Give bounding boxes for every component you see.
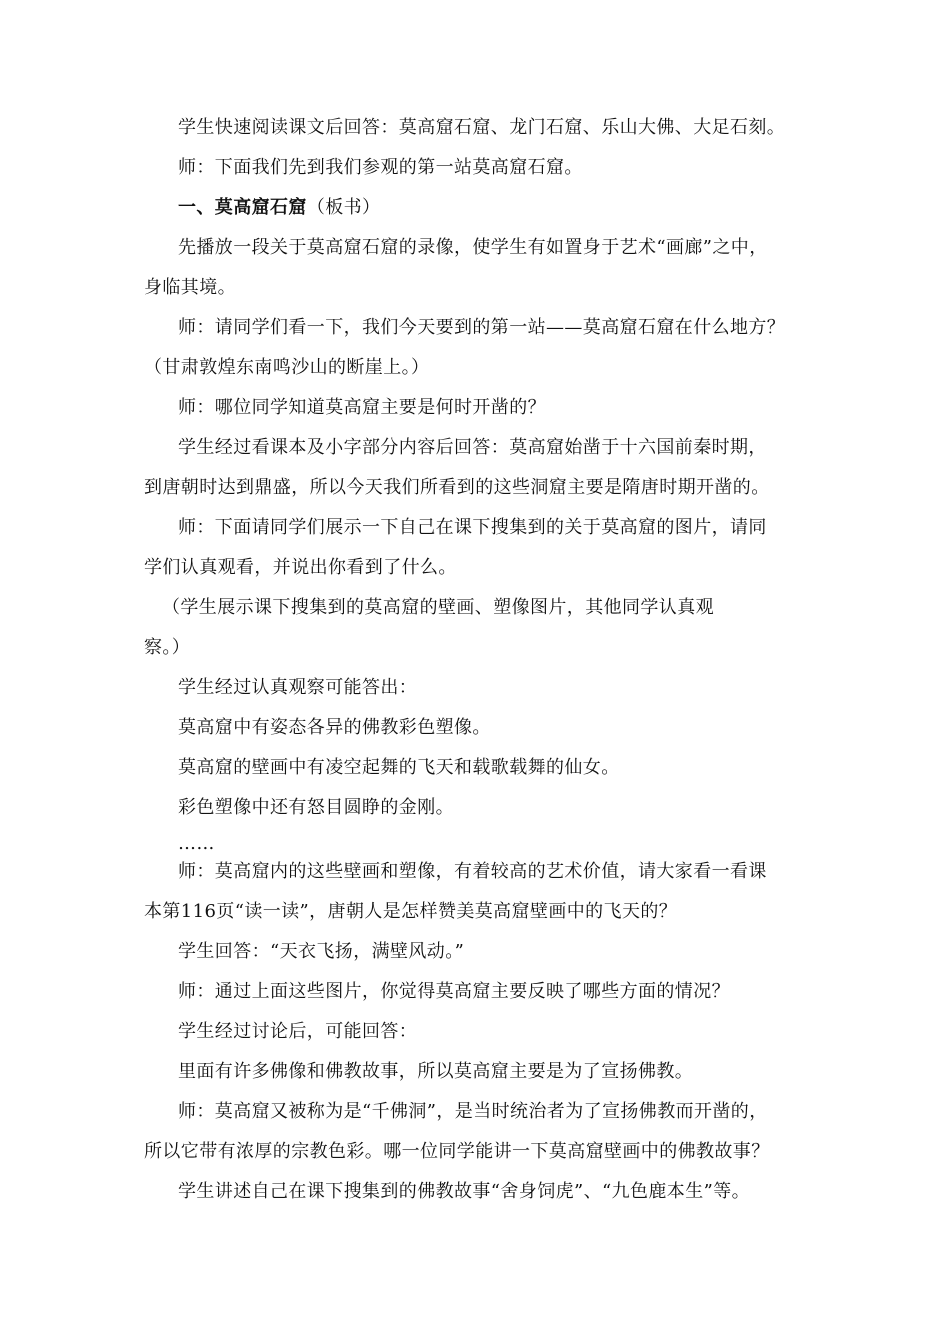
text-line: 师：请同学们看一下，我们今天要到的第一站——莫高窟石窟在什么地方？ [178,317,786,338]
text-line: 学生讲述自己在课下搜集到的佛教故事“舍身饲虎”、“九色鹿本生”等。 [178,1181,751,1202]
text-line: （学生展示课下搜集到的莫高窟的壁画、塑像图片，其他同学认真观 [162,597,714,618]
text-line: 师：哪位同学知道莫高窟主要是何时开凿的？ [178,397,546,418]
text-line: 师：莫高窟又被称为是“千佛洞”，是当时统治者为了宣扬佛教而开凿的， [178,1101,768,1122]
text-line: 学生经过认真观察可能答出： [178,677,418,698]
text-line: 里面有许多佛像和佛教故事，所以莫高窟主要是为了宣扬佛教。 [178,1061,694,1082]
text-line: 学生回答：“天衣飞扬，满壁风动。” [178,941,465,962]
text-line: 师：下面我们先到我们参观的第一站莫高窟石窟。 [178,157,583,178]
text-line: 学们认真观看，并说出你看到了什么。 [144,557,457,578]
text-line: 身临其境。 [144,277,236,298]
ellipsis-line: …… [178,833,215,854]
text-line: 学生经过看课本及小字部分内容后回答：莫高窟始凿于十六国前秦时期， [178,437,767,458]
text-line: 彩色塑像中还有怒目圆睁的金刚。 [178,797,454,818]
text-line: （甘肃敦煌东南鸣沙山的断崖上。） [144,357,430,378]
text-line: 学生经过讨论后，可能回答： [178,1021,418,1042]
text-line: 师：莫高窟内的这些壁画和塑像，有着较高的艺术价值，请大家看一看课 [178,861,767,882]
section-heading-line [178,196,380,220]
text-line: 到唐朝时达到鼎盛，所以今天我们所看到的这些洞窟主要是隋唐时期开凿的。 [144,477,770,498]
section-heading-note: （板书） [306,197,381,218]
text-line: 师：通过上面这些图片，你觉得莫高窟主要反映了哪些方面的情况？ [178,981,730,1002]
text-line: 先播放一段关于莫高窟石窟的录像，使学生有如置身于艺术“画廊”之中， [178,237,768,258]
text-line: 莫高窟的壁画中有凌空起舞的飞天和载歌载舞的仙女。 [178,757,620,778]
text-line: 学生快速阅读课文后回答：莫高窟石窟、龙门石窟、乐山大佛、大足石刻。 [178,117,786,138]
text-line: 莫高窟中有姿态各异的佛教彩色塑像。 [178,717,491,738]
section-heading: 一、莫高窟石窟 [178,197,307,218]
text-line: 所以它带有浓厚的宗教色彩。哪一位同学能讲一下莫高窟壁画中的佛教故事？ [144,1141,770,1162]
text-line: 察。） [144,637,191,658]
text-line: 师：下面请同学们展示一下自己在课下搜集到的关于莫高窟的图片，请同 [178,517,767,538]
text-line: 本第116页“读一读”，唐朝人是怎样赞美莫高窟壁画中的飞天的？ [144,901,678,922]
